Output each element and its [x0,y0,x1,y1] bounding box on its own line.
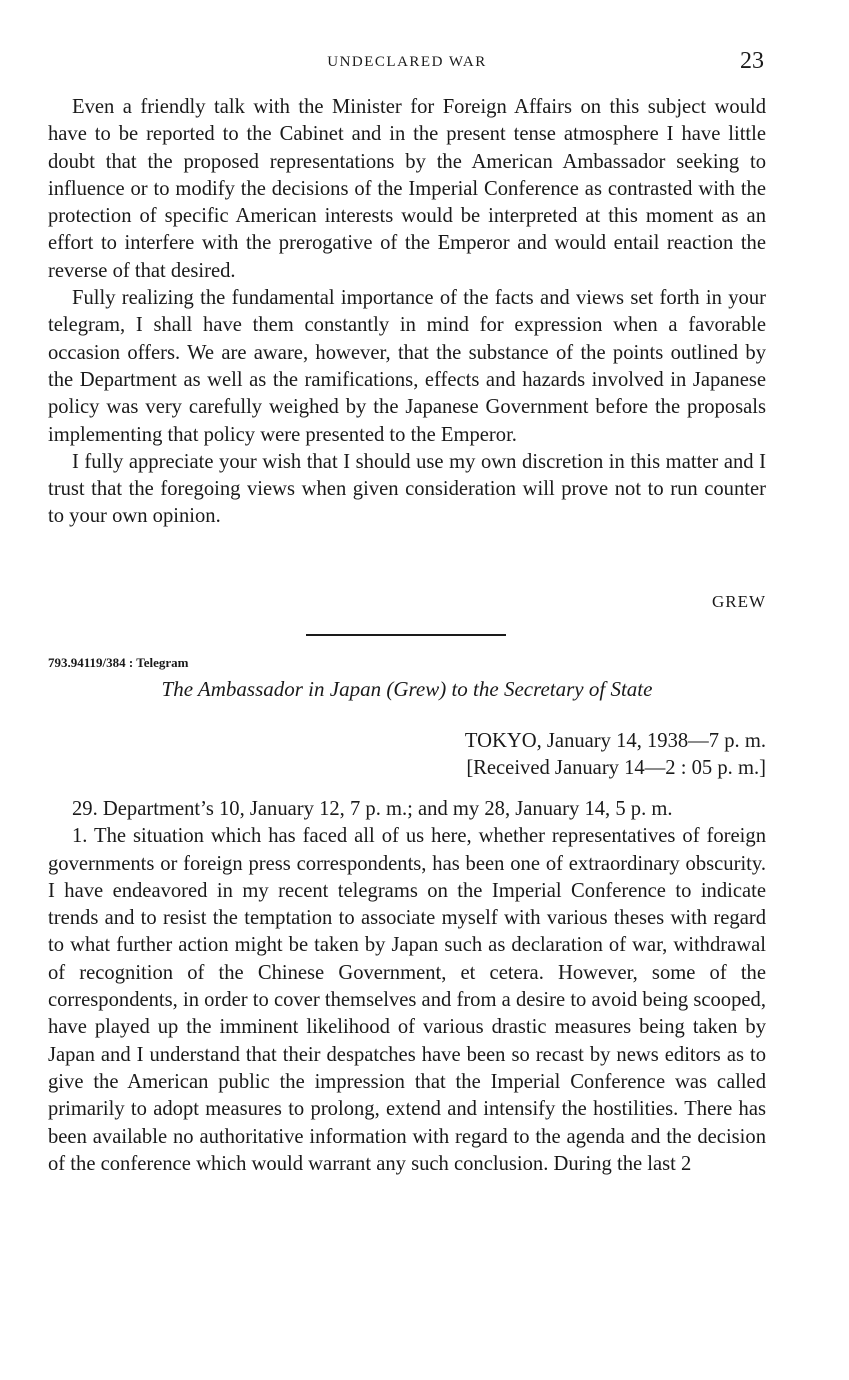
dateline [465,728,766,783]
running-header [48,50,766,76]
dateline-received: [Received January 14—2 : 05 p. m.] [466,757,766,780]
letter-paragraph: Even a friendly talk with the Minister for Foreign Affairs on this subject would have to be reported to the Cabinet and in the present tense atmosphere I have little doubt that the proposed representations by the American Ambassador seeking to influence or to modify the decisions of the Imperial Conference as contrasted with the protection of specific American interests would be interpreted at this moment as an effort to interfere with the prerogative of the Emperor and would entail reaction the reverse of that desired. [48,96,766,282]
section-divider [306,634,506,636]
telegram-body [48,796,766,1178]
page-number: 23 [740,48,764,74]
telegram-heading: The Ambassador in Japan (Grew) to the Secretary of State [161,677,653,701]
document-reference: 793.94119/384 : Telegram [48,655,189,670]
signature: GREW [711,592,766,611]
telegram-paragraph: 29. Department’s 10, January 12, 7 p. m.; and my 28, January 14, 5 p. m. [72,798,673,820]
letter-paragraph: I fully appreciate your wish that I should use my own discretion in this matter and I trust that the foregoing views when given consideration will prove not to run counter to your own opinion. [48,450,766,528]
running-title: UNDECLARED WAR [327,54,487,70]
letter-paragraph: Fully realizing the fundamental importance of the facts and views set forth in your telegram, I shall have them constantly in mind for expression when a favorable occasion offers. We are aware, however, that the substance of the points outlined by the Department as well as the ramifications, effects and hazards involved in Japanese policy was very carefully weighed by the Japanese Government before the proposals implementing that policy were presented to the Emperor. [48,287,766,446]
letter-body [48,94,766,531]
telegram-paragraph: 1. The situation which has faced all of us here, whether representatives of foreign governments or foreign press correspondents, has been one of extraordinary obscurity. I have endeavored in my recent telegrams on the Imperial Conference to indicate trends and to resist the temptation to associate myself with various theses with regard to what further action might be taken by Japan such as declaration of war, withdrawal of recognition of the Chinese Government, et cetera. However, some of the correspondents, in order to cover themselves and from a desire to avoid being scooped, have played up the imminent likelihood of various drastic measures being taken by Japan and I understand that their despatches have been so recast by news editors as to give the American public the impression that the Imperial Conference was called primarily to adopt measures to prolong, extend and intensify the hostilities. There has been available no authoritative information with regard to the agenda and the decision of the conference which would warrant any such conclusion. During the last 2 [48,825,766,1175]
dateline-sent: TOKYO, January 14, 1938—7 p. m. [464,730,766,752]
